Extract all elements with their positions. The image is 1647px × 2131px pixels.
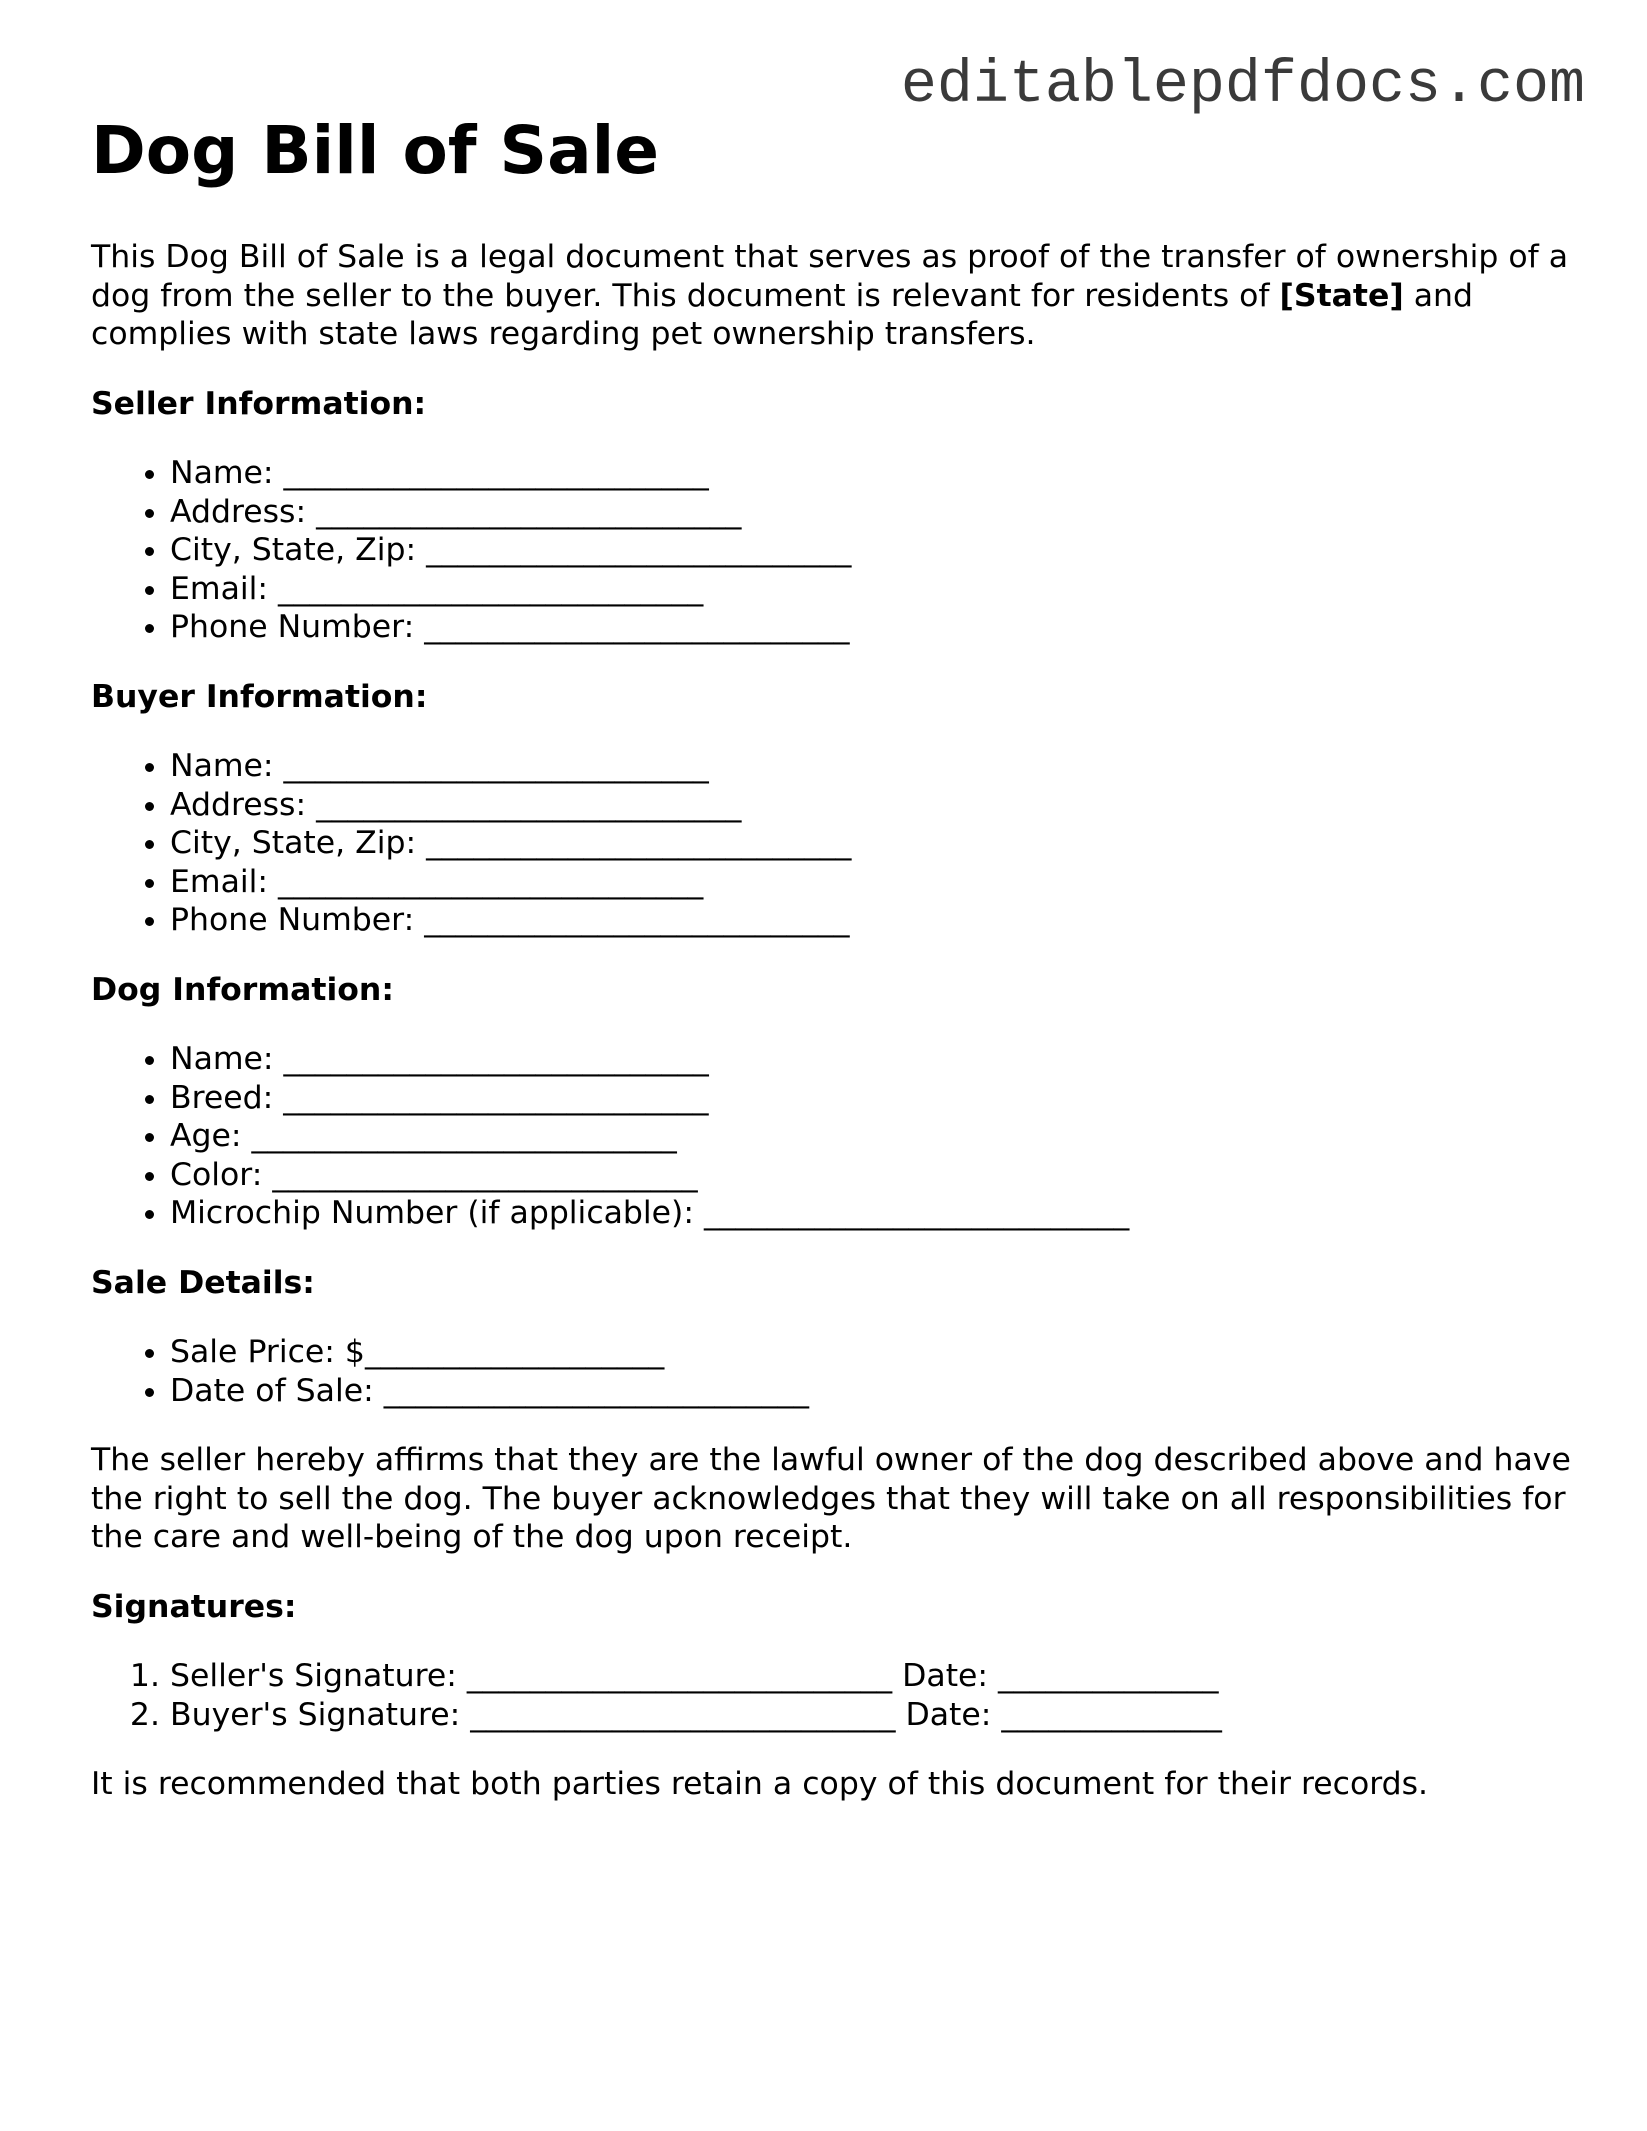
buyer-email-field: • Email: ___________________________ [170,863,1571,902]
intro-text-before: This Dog Bill of Sale is a legal document that serves as proof of the transfer of ownership of a dog from the seller to the buyer. This document is relevant for residents of [91,239,1569,314]
intro-text-after: and complies with state laws regarding pet ownership transfers. [91,277,1474,352]
signatures-list [91,1657,1571,1734]
sale-section-title: Sale Details: [91,1264,315,1301]
page-title: Dog Bill of Sale [91,112,659,189]
signatures-section-title: Signatures: [91,1588,297,1625]
seller-signature-line: 1. Seller's Signature: ___________________________ Date: ______________ [170,1657,1571,1696]
sale-fields-list [91,1333,1571,1410]
footer-note: It is recommended that both parties retain a copy of this document for their records. [91,1766,1429,1802]
seller-fields-list [91,454,1571,647]
document-body [91,238,1571,1804]
dog-age-field: • Age: ___________________________ [170,1117,1571,1156]
buyer-city-state-zip-field: • City, State, Zip: ___________________________ [170,824,1571,863]
buyer-address-field: • Address: ___________________________ [170,786,1571,825]
dog-microchip-field: • Microchip Number (if applicable): ___________________________ [170,1194,1571,1233]
dog-fields-list [91,1040,1571,1233]
seller-email-field: • Email: ___________________________ [170,570,1571,609]
watermark: editablepdfdocs.com [900,52,1585,120]
state-placeholder: [State] [1279,277,1404,314]
sale-date-field: • Date of Sale: ___________________________ [170,1372,1571,1411]
ownership-statement: The seller hereby affirms that they are the lawful owner of the dog described above and have the right to sell the dog. The buyer acknowledges that they will take on all responsibilities for the care and well-being of the dog upon receipt. [91,1442,1571,1555]
dog-section-title: Dog Information: [91,971,394,1008]
seller-city-state-zip-field: • City, State, Zip: ___________________________ [170,531,1571,570]
buyer-section-title: Buyer Information: [91,678,428,715]
seller-section-title: Seller Information: [91,385,427,422]
dog-color-field: • Color: ___________________________ [170,1156,1571,1195]
sale-price-field: • Sale Price: $___________________ [170,1333,1571,1372]
buyer-fields-list [91,747,1571,940]
dog-breed-field: • Breed: ___________________________ [170,1079,1571,1118]
buyer-phone-field: • Phone Number: ___________________________ [170,901,1571,940]
intro-paragraph [91,238,1571,354]
dog-name-field: • Name: ___________________________ [170,1040,1571,1079]
seller-address-field: • Address: ___________________________ [170,493,1571,532]
buyer-name-field: • Name: ___________________________ [170,747,1571,786]
seller-phone-field: • Phone Number: ___________________________ [170,608,1571,647]
buyer-signature-line: 2. Buyer's Signature: ___________________________ Date: ______________ [170,1696,1571,1735]
seller-name-field: • Name: ___________________________ [170,454,1571,493]
